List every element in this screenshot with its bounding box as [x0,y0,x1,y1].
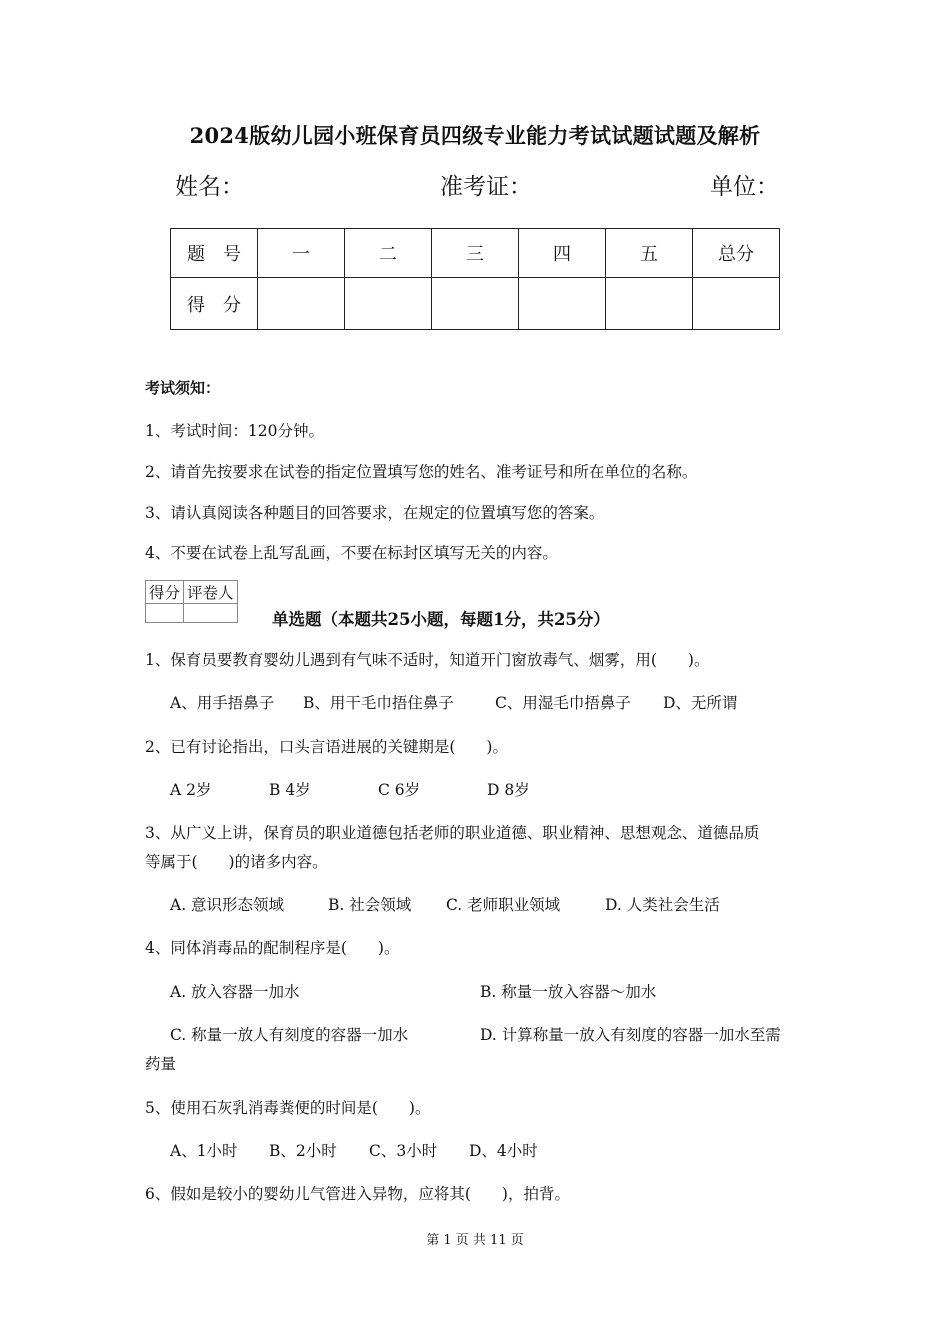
score-cell [693,278,780,330]
score-header-cell: 四 [519,229,606,278]
question-6: 6、假如是较小的婴幼儿气管进入异物，应将其( )，拍背。 [145,1185,570,1203]
score-cell [606,278,693,330]
score-table-header-row [171,229,780,278]
q1-option-d: D、无所谓 [663,694,738,712]
q2-option-c: C 6岁 [378,781,421,799]
notice-item: 4、不要在试卷上乱写乱画，不要在标封区填写无关的内容。 [145,544,558,562]
question-1: 1、保育员要教育婴幼儿遇到有气味不适时，知道开门窗放毒气、烟雾，用( )。 [145,651,710,669]
grader-reviewer-cell [184,604,238,623]
section-title: 单选题（本题共25小题，每题1分，共25分） [272,610,610,629]
q2-option-d: D 8岁 [487,781,530,799]
q5-option-c: C、3小时 [369,1142,438,1160]
page-title: 2024版幼儿园小班保育员四级专业能力考试试题试题及解析 [189,123,761,148]
q1-option-b: B、用干毛巾捂住鼻子 [303,694,454,712]
question-3-continuation: 等属于( )的诸多内容。 [145,853,328,871]
q1-option-c: C、用湿毛巾捂鼻子 [495,694,631,712]
score-table [170,228,780,330]
score-cell [345,278,432,330]
q3-option-a: A. 意识形态领域 [170,896,285,914]
question-5: 5、使用石灰乳消毒粪便的时间是( )。 [145,1099,431,1117]
q5-option-b: B、2小时 [269,1142,337,1160]
exam-id-label: 准考证： [440,174,532,200]
page-footer: 第 1 页 共 11 页 [426,1233,524,1248]
score-header-cell: 总分 [693,229,780,278]
score-header-cell: 三 [432,229,519,278]
q4-option-a: A. 放入容器一加水 [170,983,300,1001]
score-header-cell: 一 [258,229,345,278]
q4-option-d-continuation: 药量 [145,1055,177,1073]
grader-box [145,580,238,623]
notice-title: 考试须知： [145,379,221,397]
score-header-cell: 题 号 [171,229,258,278]
q4-option-d: D. 计算称量一放入有刻度的容器一加水至需 [480,1026,781,1044]
score-cell [432,278,519,330]
notice-item: 2、请首先按要求在试卷的指定位置填写您的姓名、准考证号和所在单位的名称。 [145,463,698,481]
score-table-score-row [171,278,780,330]
q4-option-c: C. 称量一放人有刻度的容器一加水 [170,1026,409,1044]
q2-option-a: A 2岁 [170,781,212,799]
question-2: 2、已有讨论指出，口头言语进展的关键期是( )。 [145,738,508,756]
q5-option-d: D、4小时 [469,1142,538,1160]
q1-option-a: A、用手捂鼻子 [170,694,275,712]
grader-score-label: 得分 [146,581,184,604]
notice-item: 3、请认真阅读各种题目的回答要求，在规定的位置填写您的答案。 [145,504,605,522]
score-cell [519,278,606,330]
score-header-cell: 五 [606,229,693,278]
q4-option-b: B. 称量一放入容器～加水 [480,983,657,1001]
grader-reviewer-label: 评卷人 [184,581,238,604]
unit-label: 单位： [710,174,779,200]
q5-option-a: A、1小时 [170,1142,238,1160]
score-row-label: 得 分 [171,278,258,330]
notice-item: 1、考试时间：120分钟。 [145,422,324,440]
q3-option-b: B. 社会领域 [328,896,412,914]
question-4: 4、同体消毒品的配制程序是( )。 [145,939,400,957]
q2-option-b: B 4岁 [269,781,311,799]
grader-score-cell [146,604,184,623]
name-label: 姓名： [175,174,244,200]
question-3: 3、从广义上讲，保育员的职业道德包括老师的职业道德、职业精神、思想观念、道德品质 [145,824,760,842]
q3-option-d: D. 人类社会生活 [605,896,720,914]
score-cell [258,278,345,330]
q3-option-c: C. 老师职业领域 [446,896,561,914]
score-header-cell: 二 [345,229,432,278]
